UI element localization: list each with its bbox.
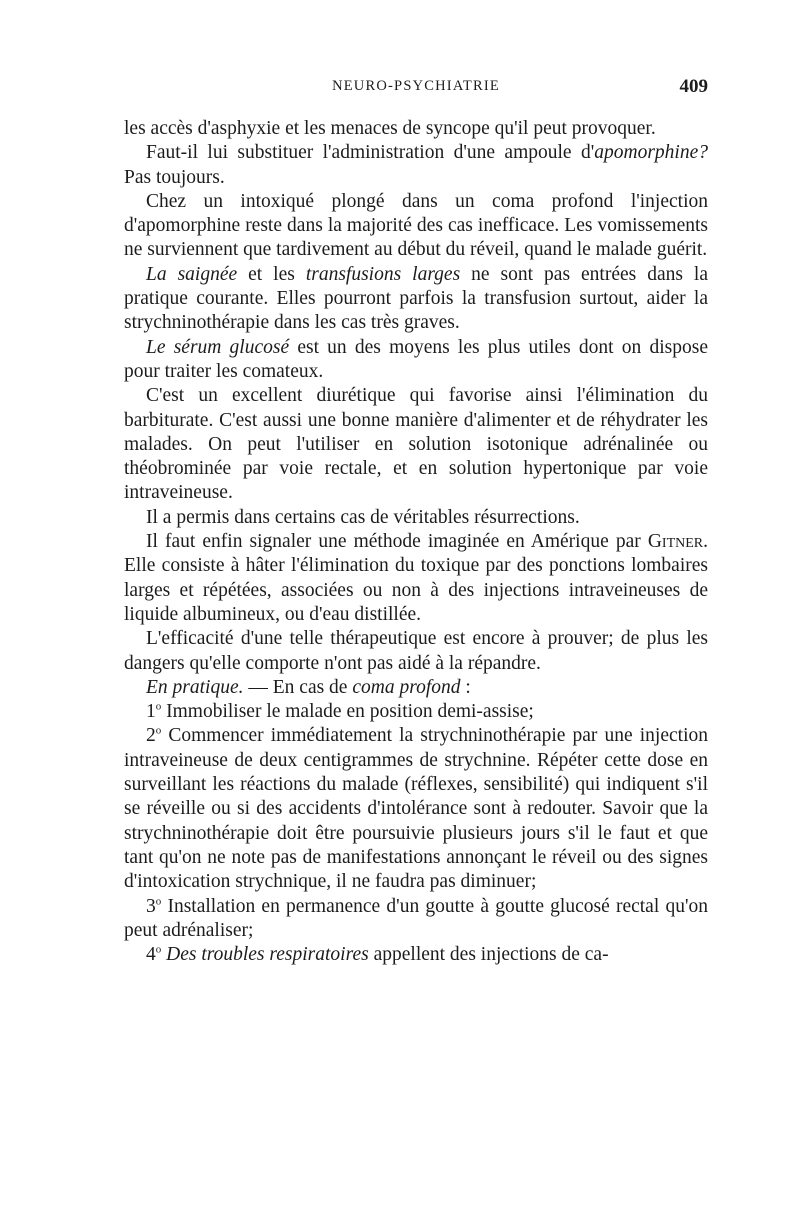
item2-ordinal: o: [155, 724, 162, 737]
p10-italic-c: coma profond: [352, 676, 461, 698]
paragraph-10: [124, 676, 708, 700]
item1-number: 1: [146, 701, 156, 723]
paragraph-5: [124, 336, 708, 385]
p2-italic: apomorphine?: [594, 142, 708, 164]
list-item-1: [124, 700, 708, 724]
item4-italic: Des troubles respiratoires: [166, 944, 369, 966]
paragraph-9: L'efficacité d'une telle thérapeutique est encore à prouver; de plus les dangers qu'elle comporte n'ont pas aidé à la répandre.: [124, 628, 708, 674]
item2-text: Commencer immédiatement la strychninothérapie par une injection intraveineuse de deux centigrammes de strychnine. Répéter cette dose en surveillant les réactions du malade (réflexes, sensibilité) qui indiquent s'il se réveille ou si des accidents d'intolérance sont à redouter. Savoir que la strychninothérapie doit être poursuivie plusieurs jours s'il le faut et que tant qu'on ne note pas de manifestations annonçant le réveil ou des signes d'intoxication strychnique, il ne faudra pas diminuer;: [124, 725, 708, 893]
paragraph-8: [124, 530, 708, 627]
item4-text: appellent des injections de ca-: [368, 944, 609, 966]
item1-text: Immobiliser le malade en position demi-assise;: [161, 701, 534, 723]
paragraph-7: Il a permis dans certains cas de véritables résurrections.: [146, 506, 580, 528]
item3-text: Installation en permanence d'un goutte à goutte glucosé rectal qu'on peut adrénaliser;: [124, 895, 708, 941]
p10-text-b: — En cas de: [243, 676, 353, 698]
list-item-4: [124, 943, 708, 967]
item4-number: 4: [146, 944, 156, 966]
paragraph-1: les accès d'asphyxie et les menaces de syncope qu'il peut provoquer.: [124, 118, 656, 139]
list-item-2: [124, 724, 708, 894]
item3-number: 3: [146, 895, 156, 917]
p2-text-c: Pas toujours.: [124, 166, 225, 188]
p10-italic-a: En pratique.: [146, 676, 244, 698]
paragraph-4: [124, 263, 708, 336]
p10-text-d: :: [460, 676, 471, 698]
item1-ordinal: o: [155, 700, 162, 713]
p4-italic-a: La saignée: [146, 263, 238, 285]
paragraph-6: C'est un excellent diurétique qui favorise ainsi l'élimination du barbiturate. C'est aussi une bonne manière d'alimenter et de réhydrater les malades. On peut l'utiliser en solution isotonique adrénalinée ou théobrominée par voie rectale, et en solution hypertonique par voie intraveineuse.: [124, 385, 708, 504]
paragraph-3: Chez un intoxiqué plongé dans un coma profond l'injection d'apomorphine reste dans la majorité des cas inefficace. Les vomissements ne surviennent que tardivement au début du réveil, quand le malade guérit.: [124, 190, 708, 261]
p4-text-d: ne sont pas entrées dans la pratique courante. Elles pourront parfois la transfusion surtout, aider la strychninothérapie dans les cas très graves.: [124, 263, 708, 334]
paragraph-2: [124, 141, 708, 190]
item4-ordinal: o: [155, 943, 162, 956]
list-item-3: [124, 895, 708, 944]
p5-text: est un des moyens les plus utiles dont on dispose pour traiter les comateux.: [124, 336, 708, 382]
p4-italic-c: transfusions larges: [305, 263, 461, 285]
body-text: [124, 117, 708, 967]
running-head: [124, 76, 708, 100]
p8-author-name: Gitner: [647, 531, 704, 553]
item2-number: 2: [146, 725, 156, 747]
p4-text-b: et les: [237, 263, 306, 285]
p2-text-a: Faut-il lui substituer l'administration d'une ampoule d': [146, 142, 595, 164]
p8-text-a: Il faut enfin signaler une méthode imaginée en Amérique par: [146, 531, 648, 553]
item3-ordinal: o: [155, 895, 162, 907]
page-number: 409: [679, 76, 708, 97]
p8-text-b: . Elle consiste à hâter l'élimination du toxique par des ponctions lombaires larges et répétées, associées ou non à des injections intraveineuses de liquide albumineux, ou d'eau distillée.: [124, 531, 708, 625]
p5-italic: Le sérum glucosé: [146, 336, 290, 358]
running-title: NEURO-PSYCHIATRIE: [332, 78, 500, 94]
